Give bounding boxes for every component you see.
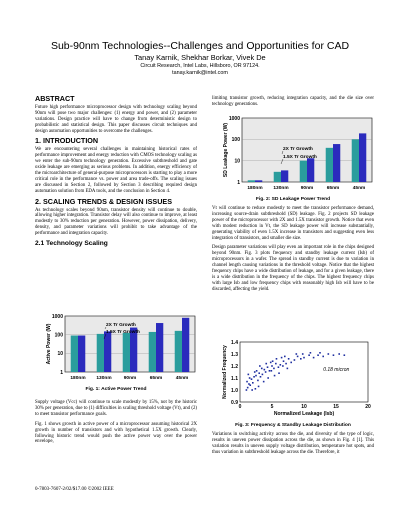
frequency-leakage-chart (212, 338, 374, 418)
data-point (255, 375, 257, 377)
data-point (280, 364, 282, 366)
x-tick-label: 90nm (300, 186, 314, 191)
bar (281, 170, 288, 182)
figure-2 (212, 112, 374, 202)
data-point (264, 369, 266, 371)
data-point (310, 352, 312, 354)
data-point (338, 353, 340, 355)
data-point (319, 352, 321, 354)
y-axis-label: Active Power (W) (46, 323, 52, 365)
data-point (270, 362, 272, 364)
data-point (322, 356, 324, 358)
data-point (274, 375, 276, 377)
y-tick-label: 1.4 (231, 339, 238, 346)
x-tick-label: 45nm (175, 376, 189, 381)
data-point (303, 357, 305, 359)
y-tick-label: 0.9 (231, 399, 238, 406)
y-tick-label: 1.3 (231, 351, 238, 358)
x-tick-label: 5 (270, 404, 274, 410)
y-tick-label: 1 (237, 179, 240, 186)
data-point (287, 368, 289, 370)
data-point (258, 386, 260, 388)
data-point (275, 363, 277, 365)
data-point (254, 371, 256, 373)
intro-text: We are encountering several challenges in maintaining historical rates of performance improvement and energy reduction with CMOS technology scaling as we enter the sub-90nm technology generation. Excessive subthreshold and gate oxide leakage are emerging as serious problems. In addition, energy efficiency of the microarchitecture of general-purpose microprocessors is starting to play a more critical role in the performance vs. power and area trade-offs. The scaling issues are discussed in Section 2, followed by Section 3 describing required design automation solution from EDA tools, and the conclusion in Section 4. (35, 147, 197, 194)
scaling-text: As technology scales beyond 90nm, transistor density will continue to double, allowing higher integration. Transistor delay will also continue to improve, at least modestly to 30% reduction per generation. However, power dissipation, delivery, density, and parameter variations will prohibit to take advantage of the performance and integration capacity. (35, 207, 197, 237)
data-point (344, 354, 346, 356)
figure-1 (35, 312, 197, 392)
y-tick-label: 1000 (228, 115, 240, 122)
figure-3 (212, 338, 374, 428)
data-point (249, 384, 251, 386)
data-point (265, 371, 267, 373)
bar (333, 144, 340, 182)
y-tick-label: 1.0 (231, 387, 238, 394)
bar (300, 161, 307, 182)
bar (104, 331, 111, 372)
data-point (261, 368, 263, 370)
data-point (333, 354, 335, 356)
data-point (296, 353, 298, 355)
left-column (35, 96, 197, 249)
bar (123, 333, 130, 372)
right-column-mid (212, 206, 374, 297)
data-point (251, 389, 253, 391)
x-tick-label: 130nm (96, 376, 112, 381)
affiliation: Circuit Research, Intel Labs, Hillsboro, OR 97124. (140, 63, 260, 69)
data-point (256, 370, 258, 372)
data-point (258, 372, 260, 374)
x-tick-label: 90nm (123, 376, 137, 381)
data-point (288, 358, 290, 360)
annotation-1-5x: 1.5X Tr Growth (283, 155, 317, 160)
tech-scaling-heading: 2.1 Technology Scaling (35, 240, 108, 248)
y-tick-label: 1.2 (231, 363, 238, 370)
left-column-lower (35, 400, 197, 449)
abstract-heading: ABSTRACT (35, 94, 75, 103)
figure-2-caption: Fig. 2: SD Leakage Power Trend (255, 197, 331, 202)
bar (175, 331, 182, 372)
data-point (265, 363, 267, 365)
y-tick-label: 10 (57, 351, 63, 358)
y-tick-label: 1000 (51, 313, 63, 320)
x-tick-label: 10 (301, 404, 307, 410)
data-point (313, 357, 315, 359)
supply-voltage-text: Supply voltage (Vcc) will continue to scale modestly by 15%, not by the historic 30% per generation, due to (1) difficulties in scaling threshold voltage (Vt), and (2) to meet transistor performance goals. (35, 400, 197, 417)
data-point (246, 389, 248, 391)
data-point (273, 368, 275, 370)
x-tick-label: 130nm (273, 186, 289, 191)
x-tick-label: 65nm (149, 376, 163, 381)
bar (326, 148, 333, 182)
bar (71, 336, 78, 372)
vt-text: Vt will continue to reduce modestly to meet the transistor performance demand, increasing source-drain subthreshold (SD) leakage. Fig. 2 projects SD leakage power of the microprocessor with 2X and 1.5X transistor growth. Notice that even with modest reduction in Vt, the SD leakage power will increase substantially, generating viability of even 1.5X increase in transistors and suggesting even less integration of transistors, and smaller die size. (212, 206, 374, 241)
intro-heading: 1. INTRODUCTION (35, 136, 99, 146)
bar (97, 334, 104, 372)
y-axis-label: Normalized Frequency (222, 345, 228, 399)
x-axis-label: Normalized Leakage (Isb) (273, 411, 335, 417)
bar (78, 336, 85, 372)
data-point (328, 353, 330, 355)
data-point (317, 354, 319, 356)
switching-text: Variations in switching activity across the die, and diversity of the type of logic, results in uneven power dissipation across the die, as shown in Fig. 4 [1]. This variation results in uneven supply voltage distribution, temperature hot spots, and thus variation in subthreshold leakage across the die. Therefore, it (212, 432, 374, 455)
bar (182, 318, 189, 372)
data-point (290, 362, 292, 364)
data-point (262, 374, 264, 376)
data-point (255, 388, 257, 390)
bar (255, 180, 262, 182)
bar (156, 323, 163, 372)
bar (352, 139, 359, 182)
data-point (278, 372, 280, 374)
data-point (246, 381, 248, 383)
email: tanay.karnik@intel.com (172, 70, 228, 76)
copyright-footer: 0-7803-7607-2/02/$17.00 ©2002 IEEE (35, 487, 114, 492)
data-point (251, 378, 253, 380)
y-tick-label: 1 (60, 369, 63, 376)
sd-leakage-chart (212, 112, 374, 192)
right-column-top (212, 96, 374, 112)
y-tick-label: 10 (234, 158, 240, 165)
active-power-chart (35, 312, 197, 382)
data-point (297, 356, 299, 358)
x-tick-label: 65nm (326, 186, 340, 191)
data-point (271, 370, 273, 372)
annotation-2x: 2X Tr Growth (283, 147, 313, 152)
data-point (308, 354, 310, 356)
data-point (300, 358, 302, 360)
y-tick-label: 100 (231, 137, 240, 144)
x-tick-label: 0 (238, 404, 242, 410)
data-point (271, 365, 273, 367)
y-tick-label: 1.1 (231, 375, 238, 382)
x-tick-label: 20 (365, 404, 371, 410)
right-top-text: limiting transistor growth, reducing integration capacity, and the die size over technology generations. (212, 96, 374, 107)
variations-text: Design parameter variations will play even an important role in the chips designed beyond 90nm. Fig. 3 plots frequency and standby leakage current (Isb) of microprocessors in a wafer. The spread in standby current is due to variation in channel length causing variations in the threshold voltage. Notice that the highest frequency chips have a wide distribution of leakage, and for a given leakage, there is a wide distribution in the frequency of the chips. The highest frequency chips with large Isb and low frequency chips with reasonably high Isb will have to be discarded, affecting the yield. (212, 245, 374, 292)
data-point (302, 353, 304, 355)
bar (248, 180, 255, 182)
data-point (278, 366, 280, 368)
data-point (276, 358, 278, 360)
data-point (284, 356, 286, 358)
right-column-bottom (212, 432, 374, 460)
data-point (267, 366, 269, 368)
authors: Tanay Karnik, Shekhar Borkar, Vivek De (134, 53, 266, 62)
data-point (257, 380, 259, 382)
figure-1-caption: Fig. 1: Active Power Trend (85, 387, 147, 392)
data-point (252, 382, 254, 384)
figure-3-caption: Fig. 3: Frequency & Standby Leakage Distribution (235, 423, 351, 428)
data-point (260, 376, 262, 378)
data-point (247, 387, 249, 389)
data-point (283, 360, 285, 362)
data-point (259, 365, 261, 367)
x-tick-label: 180nm (247, 186, 263, 191)
active-power-text: Fig. 1 shows growth in active power of a microprocessor assuming historical 2X growth in number of transistors and with hypothetical 1.5X growth. Clearly, following historic trend would push the active power way over the power envelope, (35, 421, 197, 445)
bar (274, 172, 281, 182)
y-axis-label: SD Leakage Power (W) (223, 122, 229, 178)
data-point (285, 363, 287, 365)
y-tick-label: 100 (54, 332, 63, 339)
data-point (282, 365, 284, 367)
scaling-heading: 2. SCALING TRENDS & DESIGN ISSUES (35, 196, 172, 206)
data-point (249, 377, 251, 379)
data-point (269, 370, 271, 372)
bar (307, 158, 314, 182)
paper-title: Sub-90nm Technologies--Challenges and Opportunities for CAD (50, 40, 350, 52)
annotation: 0.18 micron (323, 366, 350, 373)
data-point (294, 359, 296, 361)
data-point (248, 374, 250, 376)
data-point (253, 376, 255, 378)
x-tick-label: 45nm (352, 186, 366, 191)
annotation-1-5x: 1.5X Tr Growth (106, 330, 140, 335)
bar (149, 332, 156, 372)
abstract-text: Future high performance microprocessor design with technology scaling beyond 90nm will pose two major challenges: (1) energy and power, and (2) parameter variations. Design practice will have to change from deterministic design to probabilistic and statistical design. This paper discusses circuit techniques and design automation opportunities to overcome the challenges. (35, 104, 197, 134)
data-point (281, 357, 283, 359)
data-point (267, 377, 269, 379)
annotation-2x: 2X Tr Growth (106, 323, 136, 328)
x-tick-label: 15 (333, 404, 339, 410)
data-point (272, 360, 274, 362)
bar (359, 133, 366, 182)
x-tick-label: 180nm (70, 376, 86, 381)
data-point (263, 381, 265, 383)
